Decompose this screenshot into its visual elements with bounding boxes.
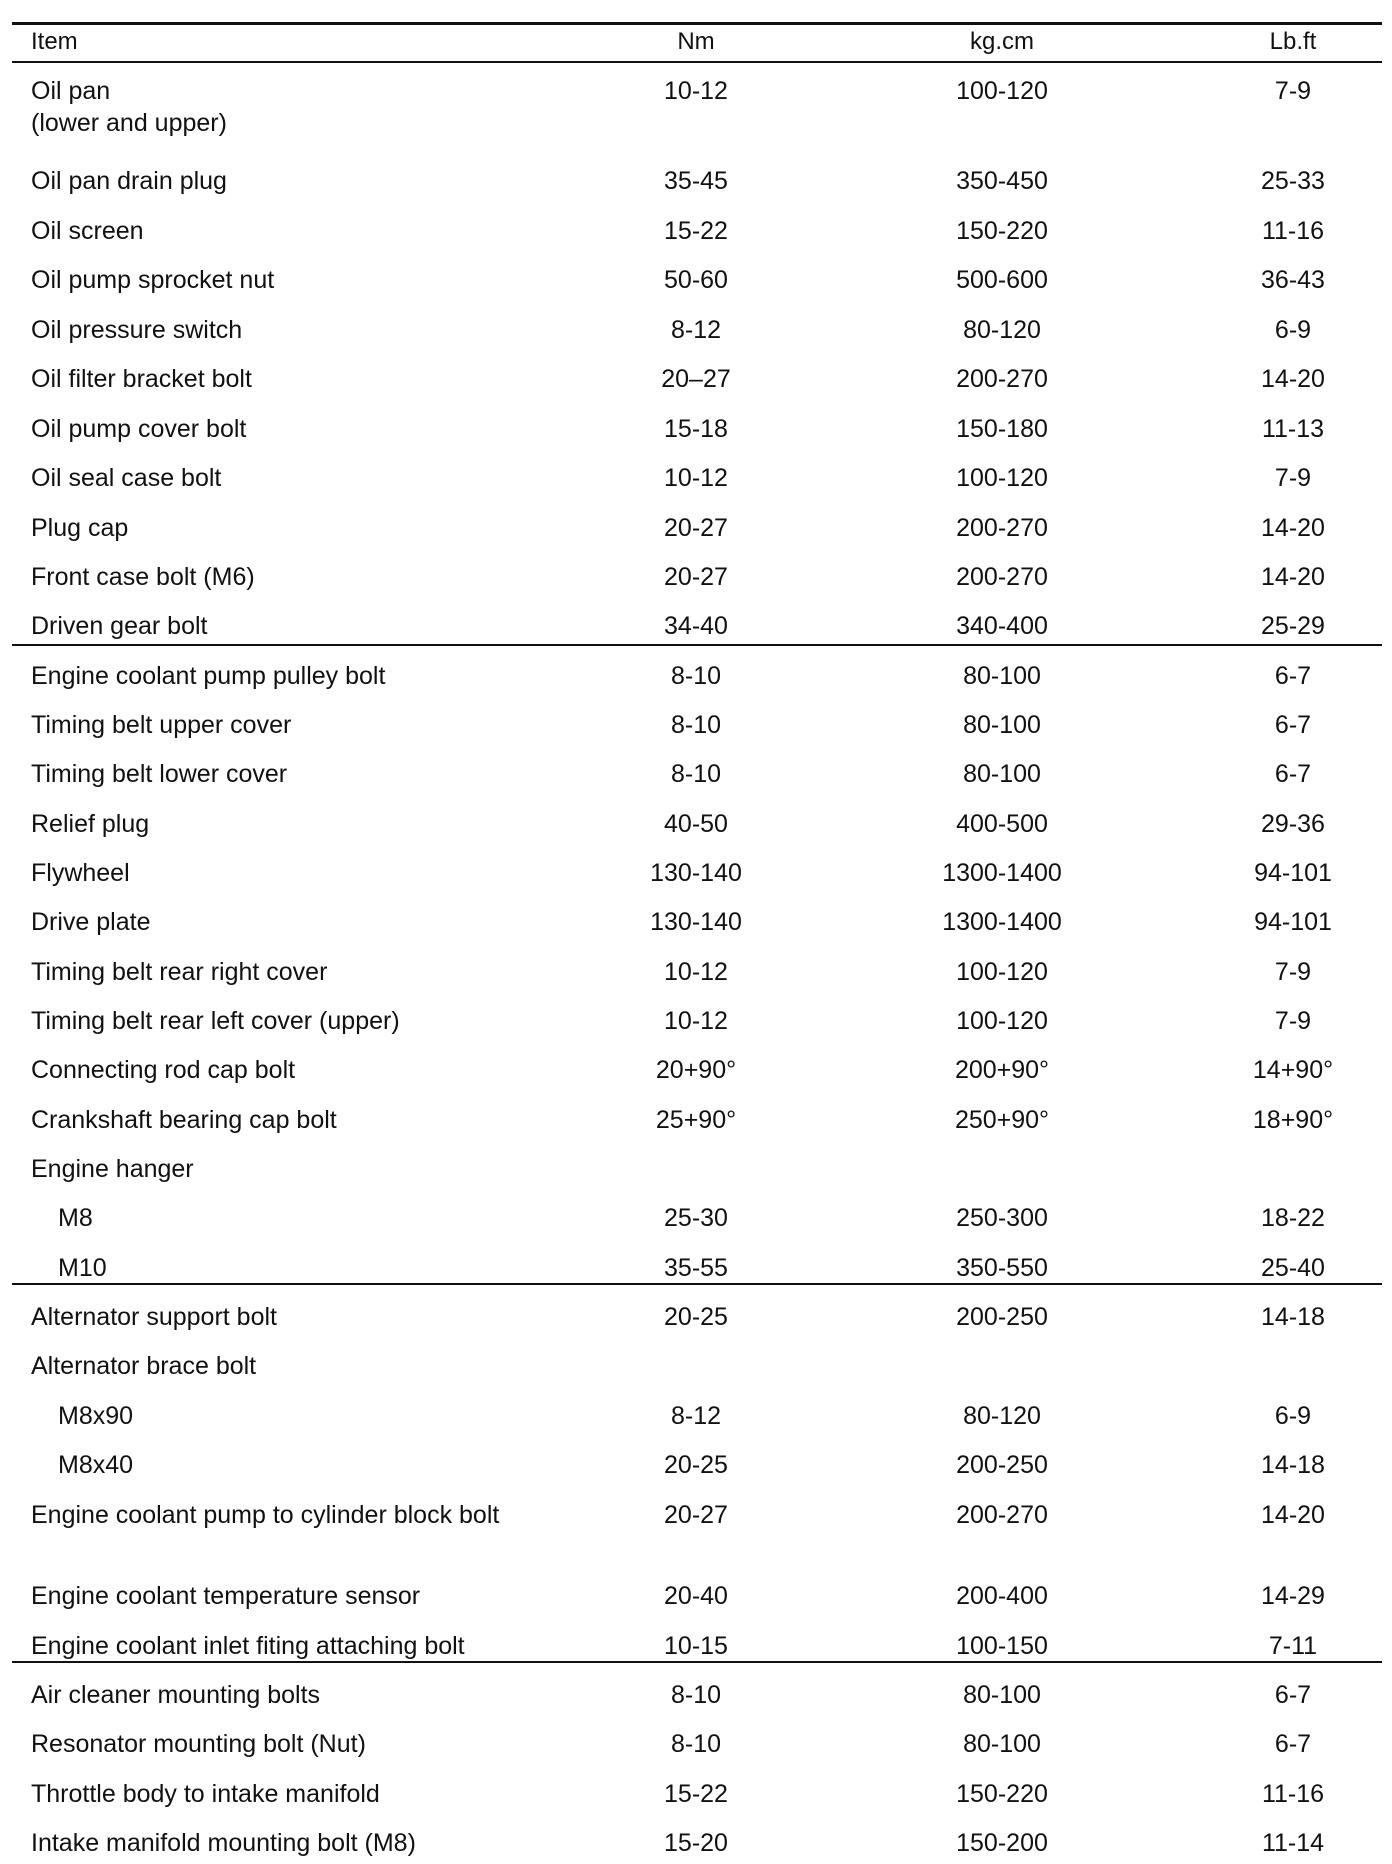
row-kgcm-value: 250+90° <box>954 1106 1050 1134</box>
row-nm-value: 20-27 <box>664 1501 728 1529</box>
row-kgcm-value: 200-270 <box>956 514 1048 542</box>
row-item-label: Oil pan (lower and upper) <box>31 77 227 137</box>
row-nm-value: 15-20 <box>664 1829 728 1857</box>
row-item-label: Engine coolant pump pulley bolt <box>31 662 386 690</box>
row-item-label: Oil screen <box>31 217 144 245</box>
row-item-label: Plug cap <box>31 514 129 542</box>
row-item-label: Alternator support bolt <box>31 1303 277 1331</box>
row-item-label: Drive plate <box>31 908 151 936</box>
row-nm-value: 15-22 <box>664 1780 728 1808</box>
row-kgcm-value: 500-600 <box>956 266 1048 294</box>
row-kgcm-value: 400-500 <box>956 810 1048 838</box>
group-divider <box>12 1661 1382 1663</box>
row-kgcm-value: 1300-1400 <box>942 908 1062 936</box>
row-item-label: Relief plug <box>31 810 150 838</box>
row-lbft-value: 94-101 <box>1254 859 1332 887</box>
row-lbft-value: 6-7 <box>1274 760 1312 788</box>
row-lbft-value: 6-7 <box>1274 662 1312 690</box>
row-lbft-value: 6-9 <box>1274 1402 1312 1430</box>
row-lbft-value: 14-20 <box>1261 514 1325 542</box>
row-nm-value: 10-12 <box>664 958 728 986</box>
row-kgcm-value: 100-150 <box>956 1632 1048 1660</box>
row-kgcm-value: 200-250 <box>956 1303 1048 1331</box>
row-lbft-value: 36-43 <box>1261 266 1325 294</box>
row-item-label: Engine coolant pump to cylinder block bolt <box>31 1501 500 1529</box>
row-nm-value: 10-12 <box>664 77 728 105</box>
row-kgcm-value: 200-250 <box>956 1451 1048 1479</box>
row-kgcm-value: 100-120 <box>956 464 1048 492</box>
row-item-label: Timing belt upper cover <box>31 711 292 739</box>
row-kgcm-value: 80-100 <box>963 662 1041 690</box>
row-nm-value: 25-30 <box>664 1204 728 1232</box>
row-nm-value: 50-60 <box>664 266 728 294</box>
row-item-label: M8x40 <box>58 1451 134 1479</box>
row-kgcm-value: 340-400 <box>956 612 1048 640</box>
row-kgcm-value: 150-200 <box>956 1829 1048 1857</box>
row-item-label: Oil pan drain plug <box>31 167 227 195</box>
row-nm-value: 20-25 <box>664 1451 728 1479</box>
row-item-label: Driven gear bolt <box>31 612 208 640</box>
row-lbft-value: 25-29 <box>1261 612 1325 640</box>
row-kgcm-value: 80-120 <box>963 316 1041 344</box>
row-nm-value: 15-18 <box>664 415 728 443</box>
row-item-label: Oil seal case bolt <box>31 464 222 492</box>
row-lbft-value: 11-16 <box>1261 217 1325 245</box>
row-nm-value: 34-40 <box>664 612 728 640</box>
row-kgcm-value: 350-550 <box>956 1254 1048 1282</box>
row-item-label: Oil pump sprocket nut <box>31 266 275 294</box>
row-lbft-value: 7-9 <box>1274 1007 1312 1035</box>
row-nm-value: 8-10 <box>670 662 722 690</box>
header-kgcm: kg.cm <box>969 28 1034 55</box>
row-item-label: Oil pressure switch <box>31 316 243 344</box>
row-nm-value: 8-12 <box>670 316 722 344</box>
row-lbft-value: 94-101 <box>1254 908 1332 936</box>
row-kgcm-value: 200-270 <box>956 365 1048 393</box>
row-nm-value: 20–27 <box>661 365 731 393</box>
row-lbft-value: 7-11 <box>1268 1632 1318 1660</box>
row-nm-value: 35-45 <box>664 167 728 195</box>
row-lbft-value: 29-36 <box>1261 810 1325 838</box>
row-nm-value: 8-10 <box>670 1681 722 1709</box>
group-divider <box>12 1283 1382 1285</box>
row-kgcm-value: 100-120 <box>956 1007 1048 1035</box>
row-item-label: Engine hanger <box>31 1155 194 1183</box>
row-lbft-value: 25-40 <box>1261 1254 1325 1282</box>
row-lbft-value: 6-7 <box>1274 1681 1312 1709</box>
row-nm-value: 10-12 <box>664 464 728 492</box>
row-item-label: M10 <box>58 1254 107 1282</box>
header-nm: Nm <box>677 28 715 55</box>
row-lbft-value: 25-33 <box>1261 167 1325 195</box>
row-kgcm-value: 350-450 <box>956 167 1048 195</box>
row-lbft-value: 14-20 <box>1261 563 1325 591</box>
row-kgcm-value: 80-100 <box>963 1681 1041 1709</box>
row-lbft-value: 18+90° <box>1252 1106 1334 1134</box>
row-item-label: Timing belt rear right cover <box>31 958 328 986</box>
row-item-label: Engine coolant temperature sensor <box>31 1582 421 1610</box>
row-kgcm-value: 150-220 <box>956 217 1048 245</box>
row-nm-value: 8-10 <box>670 1730 722 1758</box>
row-nm-value: 130-140 <box>650 859 742 887</box>
row-lbft-value: 6-9 <box>1274 316 1312 344</box>
header-rule <box>12 61 1382 63</box>
row-lbft-value: 14+90° <box>1252 1056 1334 1084</box>
header-item: Item <box>31 28 78 55</box>
row-lbft-value: 11-14 <box>1261 1829 1325 1857</box>
group-divider <box>12 644 1382 646</box>
row-item-label: Throttle body to intake manifold <box>31 1780 380 1808</box>
row-kgcm-value: 200-400 <box>956 1582 1048 1610</box>
row-kgcm-value: 200-270 <box>956 1501 1048 1529</box>
row-lbft-value: 14-18 <box>1261 1303 1325 1331</box>
row-kgcm-value: 250-300 <box>956 1204 1048 1232</box>
row-item-label: Connecting rod cap bolt <box>31 1056 296 1084</box>
row-item-label: Timing belt lower cover <box>31 760 288 788</box>
row-item-label: M8x90 <box>58 1402 134 1430</box>
row-kgcm-value: 80-100 <box>963 711 1041 739</box>
header-lbft: Lb.ft <box>1269 28 1317 55</box>
row-lbft-value: 7-9 <box>1274 77 1312 105</box>
row-lbft-value: 14-29 <box>1261 1582 1325 1610</box>
row-lbft-value: 11-16 <box>1261 1780 1325 1808</box>
row-kgcm-value: 80-100 <box>963 760 1041 788</box>
row-nm-value: 20-25 <box>664 1303 728 1331</box>
row-kgcm-value: 80-100 <box>963 1730 1041 1758</box>
row-lbft-value: 14-18 <box>1261 1451 1325 1479</box>
row-item-label: Oil pump cover bolt <box>31 415 247 443</box>
row-kgcm-value: 150-180 <box>956 415 1048 443</box>
row-nm-value: 130-140 <box>650 908 742 936</box>
row-kgcm-value: 80-120 <box>963 1402 1041 1430</box>
row-nm-value: 20-27 <box>664 514 728 542</box>
row-item-label: Resonator mounting bolt (Nut) <box>31 1730 366 1758</box>
row-item-label: M8 <box>58 1204 93 1232</box>
row-nm-value: 40-50 <box>664 810 728 838</box>
row-item-label: Engine coolant inlet fiting attaching bolt <box>31 1632 465 1660</box>
row-nm-value: 35-55 <box>664 1254 728 1282</box>
row-nm-value: 10-15 <box>664 1632 728 1660</box>
row-lbft-value: 14-20 <box>1261 1501 1325 1529</box>
row-lbft-value: 18-22 <box>1261 1204 1325 1232</box>
row-item-label: Oil filter bracket bolt <box>31 365 252 393</box>
row-item-label: Flywheel <box>31 859 130 887</box>
row-nm-value: 25+90° <box>655 1106 737 1134</box>
row-item-label: Air cleaner mounting bolts <box>31 1681 321 1709</box>
row-nm-value: 20-27 <box>664 563 728 591</box>
row-lbft-value: 11-13 <box>1261 415 1325 443</box>
row-lbft-value: 6-7 <box>1274 711 1312 739</box>
row-kgcm-value: 100-120 <box>956 958 1048 986</box>
row-nm-value: 10-12 <box>664 1007 728 1035</box>
row-nm-value: 15-22 <box>664 217 728 245</box>
row-lbft-value: 7-9 <box>1274 464 1312 492</box>
row-nm-value: 20-40 <box>664 1582 728 1610</box>
row-kgcm-value: 150-220 <box>956 1780 1048 1808</box>
row-nm-value: 8-12 <box>670 1402 722 1430</box>
table-top-rule <box>12 22 1382 25</box>
row-nm-value: 8-10 <box>670 760 722 788</box>
row-item-label: Front case bolt (M6) <box>31 563 255 591</box>
row-lbft-value: 7-9 <box>1274 958 1312 986</box>
row-kgcm-value: 1300-1400 <box>942 859 1062 887</box>
row-lbft-value: 14-20 <box>1261 365 1325 393</box>
row-kgcm-value: 200-270 <box>956 563 1048 591</box>
row-item-label: Crankshaft bearing cap bolt <box>31 1106 337 1134</box>
row-nm-value: 20+90° <box>655 1056 737 1084</box>
row-item-label: Intake manifold mounting bolt (M8) <box>31 1829 416 1857</box>
row-item-label: Timing belt rear left cover (upper) <box>31 1007 400 1035</box>
row-lbft-value: 6-7 <box>1274 1730 1312 1758</box>
row-item-label: Alternator brace bolt <box>31 1352 257 1380</box>
row-kgcm-value: 200+90° <box>954 1056 1050 1084</box>
row-nm-value: 8-10 <box>670 711 722 739</box>
row-kgcm-value: 100-120 <box>956 77 1048 105</box>
